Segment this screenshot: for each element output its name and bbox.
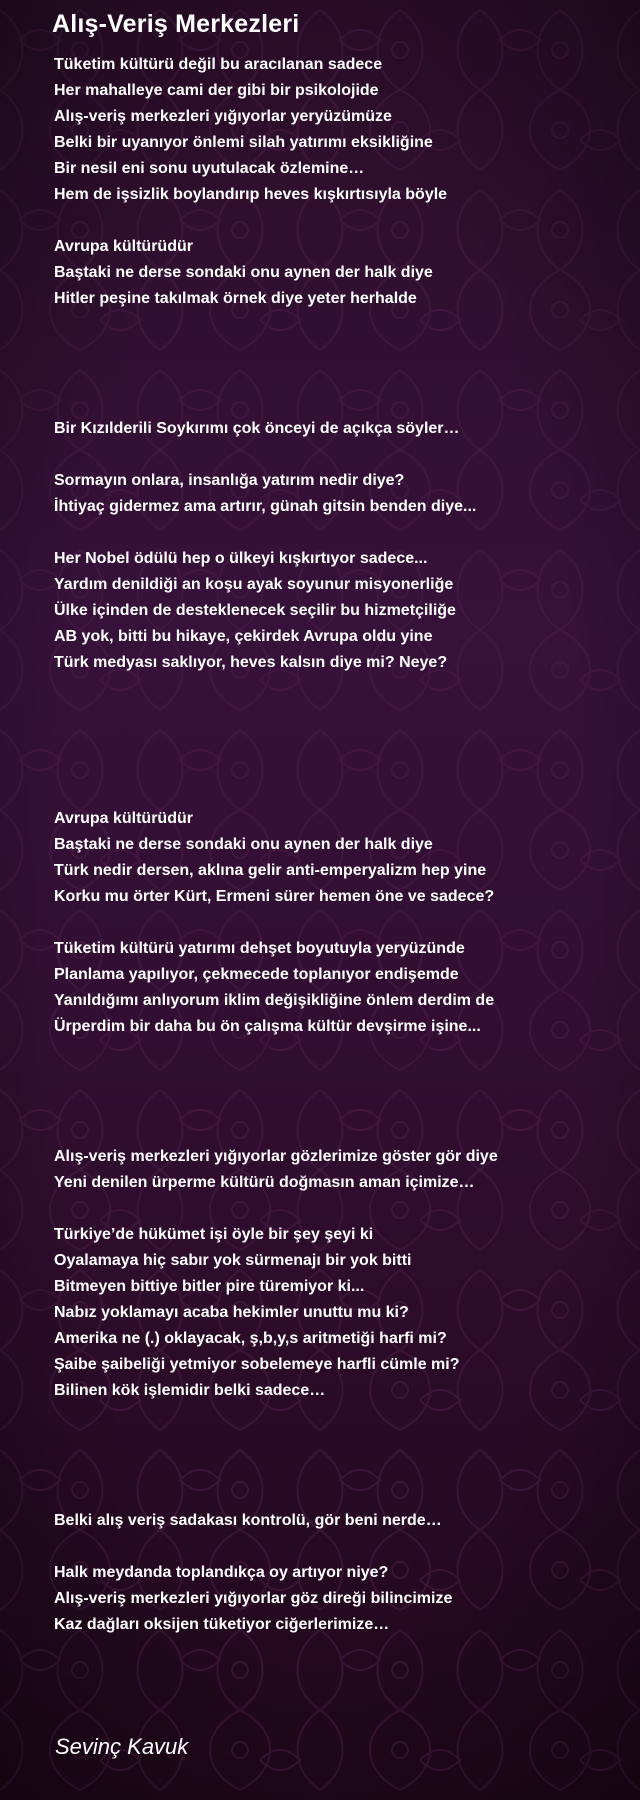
poem-line: Tüketim kültürü değil bu aracılanan sadece [54, 56, 383, 73]
poem-line: Türk medyası saklıyor, heves kalsın diye mi? Neye? [54, 654, 448, 671]
poem-line: Belki alış veriş sadakası kontrolü, gör beni nerde… [54, 1512, 442, 1529]
stanza-gap [54, 312, 634, 338]
poem-line: Oyalamaya hiç sabır yok sürmenajı bir yok bitti [54, 1252, 412, 1269]
poem-line: Bir nesil eni sonu uyutulacak özlemine… [54, 160, 365, 177]
poem-line: Avrupa kültürüdür [54, 810, 193, 827]
poem-line: Korku mu örter Kürt, Ermeni sürer hemen öne ve sadece? [54, 888, 495, 905]
stanza-gap [54, 1404, 634, 1430]
stanza-gap [54, 1482, 634, 1508]
poem-line: Baştaki ne derse sondaki onu aynen der halk diye [54, 264, 433, 281]
poem-line: Bir Kızılderili Soykırımı çok önceyi de açıkça söyler… [54, 420, 460, 437]
poem-line: Alış-veriş merkezleri yığıyorlar yeryüzümüze [54, 108, 392, 125]
poem-author: Sevinç Kavuk [55, 1734, 189, 1759]
stanza-gap [54, 364, 634, 390]
poem-line: Bilinen kök işlemidir belki sadece… [54, 1382, 326, 1399]
stanza-gap [54, 442, 634, 468]
poem-line: Sormayın onlara, insanlığa yatırım nedir diye? [54, 472, 405, 489]
poem-line: Türk nedir dersen, aklına gelir anti-emperyalizm hep yine [54, 862, 487, 879]
stanza-gap [54, 208, 634, 234]
stanza-gap [54, 1196, 634, 1222]
poem-line: İhtiyaç gidermez ama artırır, günah gitsin benden diye... [54, 498, 477, 515]
poem-title: Alış-Veriş Merkezleri [52, 10, 300, 38]
poem-line: Şaibe şaibeliği yetmiyor sobelemeye harfli cümle mi? [54, 1356, 460, 1373]
poem-line: Planlama yapılıyor, çekmecede toplanıyor endişemde [54, 966, 459, 983]
poem-line: Ürperdim bir daha bu ön çalışma kültür devşirme işine... [54, 1018, 481, 1035]
poem-line: Hem de işsizlik boylandırıp heves kışkırtısıyla böyle [54, 186, 448, 203]
poem-line: Halk meydanda toplandıkça oy artıyor niye? [54, 1564, 389, 1581]
stanza-gap [54, 338, 634, 364]
stanza-gap [54, 910, 634, 936]
poem-line: Kaz dağları oksijen tüketiyor ciğerlerimize… [54, 1616, 390, 1633]
stanza-gap [54, 676, 634, 702]
poem-line: Ülke içinden de desteklenecek seçilir bu hizmetçiliğe [54, 602, 456, 619]
poem-line: Baştaki ne derse sondaki onu aynen der halk diye [54, 836, 433, 853]
stanza-gap [54, 1430, 634, 1456]
stanza-gap [54, 1118, 634, 1144]
stanza-gap [54, 1066, 634, 1092]
poem-line: Her Nobel ödülü hep o ülkeyi kışkırtıyor sadece... [54, 550, 428, 567]
poem-line: Belki bir uyanıyor önlemi silah yatırımı eksikliğine [54, 134, 433, 151]
poem-line: Her mahalleye cami der gibi bir psikolojide [54, 82, 379, 99]
poem-line: Alış-veriş merkezleri yığıyorlar göz direği bilincimize [54, 1590, 453, 1607]
poem-line: Nabız yoklamayı acaba hekimler unuttu mu ki? [54, 1304, 409, 1321]
poem-line: Yeni denilen ürperme kültürü doğmasın aman içimize… [54, 1174, 475, 1191]
poem-body [54, 52, 634, 1638]
stanza-gap [54, 1040, 634, 1066]
stanza-gap [54, 390, 634, 416]
poem-line: Alış-veriş merkezleri yığıyorlar gözlerimize göster gör diye [54, 1148, 498, 1165]
stanza-gap [54, 1456, 634, 1482]
stanza-gap [54, 728, 634, 754]
poem-line: Yardım denildiği an koşu ayak soyunur misyonerliğe [54, 576, 454, 593]
stanza-gap [54, 1092, 634, 1118]
poem-line: Bitmeyen bittiye bitler pire türemiyor ki... [54, 1278, 365, 1295]
poem-line: Yanıldığımı anlıyorum iklim değişikliğine önlem derdim de [54, 992, 495, 1009]
poem-line: Amerika ne (.) oklayacak, ş,b,y,s aritmetiği harfi mi? [54, 1330, 447, 1347]
stanza-gap [54, 780, 634, 806]
stanza-gap [54, 520, 634, 546]
stanza-gap [54, 1534, 634, 1560]
poem-line: Tüketim kültürü yatırımı dehşet boyutuyla yeryüzünde [54, 940, 465, 957]
poem-line: Hitler peşine takılmak örnek diye yeter herhalde [54, 290, 417, 307]
poem-line: Avrupa kültürüdür [54, 238, 193, 255]
stanza-gap [54, 754, 634, 780]
poem-line: Türkiye’de hükümet işi öyle bir şey şeyi ki [54, 1226, 374, 1243]
poem-line: AB yok, bitti bu hikaye, çekirdek Avrupa oldu yine [54, 628, 433, 645]
stanza-gap [54, 702, 634, 728]
